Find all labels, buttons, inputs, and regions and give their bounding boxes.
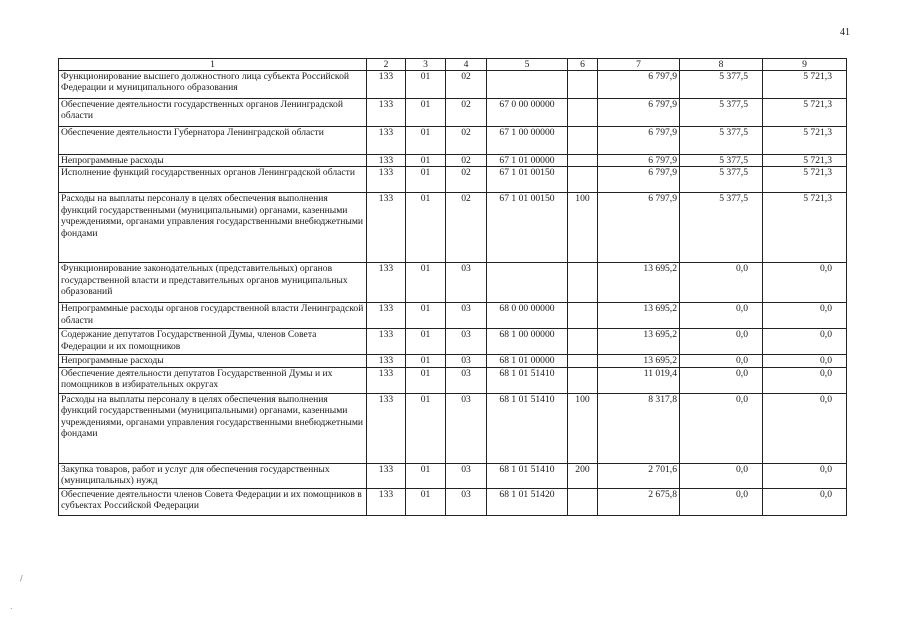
table-header-row (59, 59, 847, 71)
table-row (59, 488, 847, 515)
cell-target-article (487, 263, 568, 303)
row-name: Обеспечение деятельности Губернатора Ленинградской области (59, 127, 367, 155)
table-row (59, 329, 847, 355)
column-header: 5 (487, 59, 568, 71)
cell-admin-code: 133 (367, 127, 406, 155)
cell-admin-code: 133 (367, 99, 406, 127)
cell-target-article: 68 1 01 51410 (487, 463, 568, 488)
cell-admin-code: 133 (367, 488, 406, 515)
cell-expense-type: 100 (568, 193, 598, 263)
row-name: Расходы на выплаты персоналу в целях обеспечения выполнения функций государственными (муниципальными) органами, казенными учреждениями, органами управления государственными внебюджетными фондами (59, 393, 367, 463)
cell-amount-col7: 2 675,8 (598, 488, 680, 515)
cell-section: 01 (406, 367, 446, 393)
cell-admin-code: 133 (367, 303, 406, 329)
cell-amount-col7: 6 797,9 (598, 193, 680, 263)
cell-section: 01 (406, 355, 446, 367)
cell-admin-code: 133 (367, 355, 406, 367)
cell-admin-code: 133 (367, 155, 406, 167)
cell-section: 01 (406, 263, 446, 303)
cell-expense-type: 200 (568, 463, 598, 488)
cell-subsection: 03 (446, 367, 487, 393)
cell-amount-col7: 6 797,9 (598, 127, 680, 155)
cell-amount-col8: 5 377,5 (680, 71, 763, 99)
cell-section: 01 (406, 99, 446, 127)
cell-amount-col8: 0,0 (680, 367, 763, 393)
cell-amount-col9: 0,0 (763, 263, 847, 303)
cell-expense-type (568, 303, 598, 329)
cell-amount-col8: 0,0 (680, 393, 763, 463)
table-row (59, 393, 847, 463)
cell-admin-code: 133 (367, 463, 406, 488)
row-name: Функционирование законодательных (представительных) органов государственной власти и представительных органов муниципальных образований (59, 263, 367, 303)
table-row (59, 367, 847, 393)
row-name: Обеспечение деятельности государственных органов Ленинградской области (59, 99, 367, 127)
row-name: Обеспечение деятельности членов Совета Федерации и их помощников в субъектах Российской Федерации (59, 488, 367, 515)
cell-amount-col8: 0,0 (680, 329, 763, 355)
cell-amount-col8: 0,0 (680, 303, 763, 329)
cell-amount-col7: 6 797,9 (598, 167, 680, 193)
cell-expense-type (568, 329, 598, 355)
cell-expense-type (568, 99, 598, 127)
cell-subsection: 03 (446, 393, 487, 463)
cell-admin-code: 133 (367, 263, 406, 303)
cell-target-article: 68 1 01 51410 (487, 367, 568, 393)
cell-target-article: 68 0 00 00000 (487, 303, 568, 329)
cell-target-article: 68 1 00 00000 (487, 329, 568, 355)
cell-amount-col7: 2 701,6 (598, 463, 680, 488)
cell-section: 01 (406, 463, 446, 488)
row-name: Функционирование высшего должностного лица субъекта Российской Федерации и муниципального образования (59, 71, 367, 99)
cell-subsection: 02 (446, 127, 487, 155)
cell-section: 01 (406, 329, 446, 355)
cell-amount-col9: 0,0 (763, 303, 847, 329)
cell-amount-col9: 0,0 (763, 488, 847, 515)
cell-amount-col7: 13 695,2 (598, 263, 680, 303)
cell-subsection: 03 (446, 303, 487, 329)
cell-expense-type (568, 127, 598, 155)
row-name: Исполнение функций государственных органов Ленинградской области (59, 167, 367, 193)
page-number: 41 (840, 27, 850, 38)
cell-amount-col7: 8 317,8 (598, 393, 680, 463)
cell-amount-col9: 5 721,3 (763, 99, 847, 127)
table-row (59, 99, 847, 127)
column-header: 7 (598, 59, 680, 71)
cell-amount-col8: 5 377,5 (680, 127, 763, 155)
cell-target-article: 67 1 01 00150 (487, 167, 568, 193)
cell-section: 01 (406, 193, 446, 263)
cell-expense-type (568, 488, 598, 515)
cell-amount-col7: 6 797,9 (598, 155, 680, 167)
cell-target-article: 67 1 01 00000 (487, 155, 568, 167)
cell-amount-col7: 6 797,9 (598, 71, 680, 99)
table-row (59, 263, 847, 303)
table-row (59, 127, 847, 155)
cell-amount-col9: 0,0 (763, 329, 847, 355)
cell-amount-col7: 11 019,4 (598, 367, 680, 393)
cell-subsection: 03 (446, 263, 487, 303)
cell-expense-type (568, 367, 598, 393)
cell-target-article: 67 0 00 00000 (487, 99, 568, 127)
cell-target-article: 68 1 01 51420 (487, 488, 568, 515)
cell-amount-col9: 0,0 (763, 393, 847, 463)
cell-amount-col8: 5 377,5 (680, 155, 763, 167)
cell-amount-col8: 5 377,5 (680, 167, 763, 193)
cell-amount-col9: 0,0 (763, 463, 847, 488)
table-row (59, 193, 847, 263)
cell-amount-col7: 6 797,9 (598, 99, 680, 127)
cell-amount-col7: 13 695,2 (598, 329, 680, 355)
cell-subsection: 02 (446, 193, 487, 263)
cell-section: 01 (406, 71, 446, 99)
cell-admin-code: 133 (367, 193, 406, 263)
cell-expense-type (568, 167, 598, 193)
cell-amount-col8: 5 377,5 (680, 193, 763, 263)
cell-amount-col9: 5 721,3 (763, 127, 847, 155)
column-header: 2 (367, 59, 406, 71)
cell-subsection: 02 (446, 167, 487, 193)
cell-expense-type (568, 155, 598, 167)
cell-amount-col8: 0,0 (680, 355, 763, 367)
column-header: 8 (680, 59, 763, 71)
row-name: Непрограммные расходы органов государственной власти Ленинградской области (59, 303, 367, 329)
cell-target-article: 68 1 01 00000 (487, 355, 568, 367)
cell-expense-type (568, 355, 598, 367)
cell-section: 01 (406, 488, 446, 515)
cell-subsection: 02 (446, 99, 487, 127)
table-row (59, 155, 847, 167)
table-row (59, 355, 847, 367)
cell-section: 01 (406, 393, 446, 463)
cell-admin-code: 133 (367, 71, 406, 99)
cell-admin-code: 133 (367, 393, 406, 463)
scan-mark: . (10, 602, 13, 611)
column-header: 6 (568, 59, 598, 71)
row-name: Расходы на выплаты персоналу в целях обеспечения выполнения функций государственными (муниципальными) органами, казенными учреждениями, органами управления государственными внебюджетными фондами (59, 193, 367, 263)
cell-amount-col9: 5 721,3 (763, 71, 847, 99)
column-header: 3 (406, 59, 446, 71)
table-row (59, 167, 847, 193)
scan-mark: / (20, 574, 23, 583)
cell-admin-code: 133 (367, 367, 406, 393)
cell-amount-col8: 0,0 (680, 463, 763, 488)
cell-amount-col9: 0,0 (763, 367, 847, 393)
table-row (59, 71, 847, 99)
cell-section: 01 (406, 303, 446, 329)
cell-expense-type (568, 71, 598, 99)
cell-section: 01 (406, 127, 446, 155)
column-header: 4 (446, 59, 487, 71)
cell-section: 01 (406, 167, 446, 193)
row-name: Содержание депутатов Государственной Думы, членов Совета Федерации и их помощников (59, 329, 367, 355)
row-name: Непрограммные расходы (59, 155, 367, 167)
cell-target-article: 67 1 01 00150 (487, 193, 568, 263)
table-row (59, 463, 847, 488)
cell-amount-col9: 0,0 (763, 355, 847, 367)
cell-amount-col7: 13 695,2 (598, 303, 680, 329)
table-row (59, 303, 847, 329)
cell-expense-type (568, 263, 598, 303)
cell-admin-code: 133 (367, 167, 406, 193)
cell-amount-col8: 5 377,5 (680, 99, 763, 127)
cell-expense-type: 100 (568, 393, 598, 463)
cell-target-article (487, 71, 568, 99)
cell-subsection: 03 (446, 329, 487, 355)
cell-amount-col8: 0,0 (680, 263, 763, 303)
row-name: Обеспечение деятельности депутатов Государственной Думы и их помощников в избирательных округах (59, 367, 367, 393)
cell-amount-col9: 5 721,3 (763, 155, 847, 167)
column-header: 1 (59, 59, 367, 71)
row-name: Закупка товаров, работ и услуг для обеспечения государственных (муниципальных) нужд (59, 463, 367, 488)
cell-amount-col7: 13 695,2 (598, 355, 680, 367)
cell-subsection: 03 (446, 488, 487, 515)
column-header: 9 (763, 59, 847, 71)
cell-amount-col8: 0,0 (680, 488, 763, 515)
cell-subsection: 02 (446, 71, 487, 99)
cell-target-article: 68 1 01 51410 (487, 393, 568, 463)
budget-table (58, 58, 847, 516)
cell-amount-col9: 5 721,3 (763, 167, 847, 193)
cell-subsection: 03 (446, 463, 487, 488)
cell-target-article: 67 1 00 00000 (487, 127, 568, 155)
cell-amount-col9: 5 721,3 (763, 193, 847, 263)
cell-subsection: 02 (446, 155, 487, 167)
row-name: Непрограммные расходы (59, 355, 367, 367)
cell-section: 01 (406, 155, 446, 167)
cell-admin-code: 133 (367, 329, 406, 355)
cell-subsection: 03 (446, 355, 487, 367)
